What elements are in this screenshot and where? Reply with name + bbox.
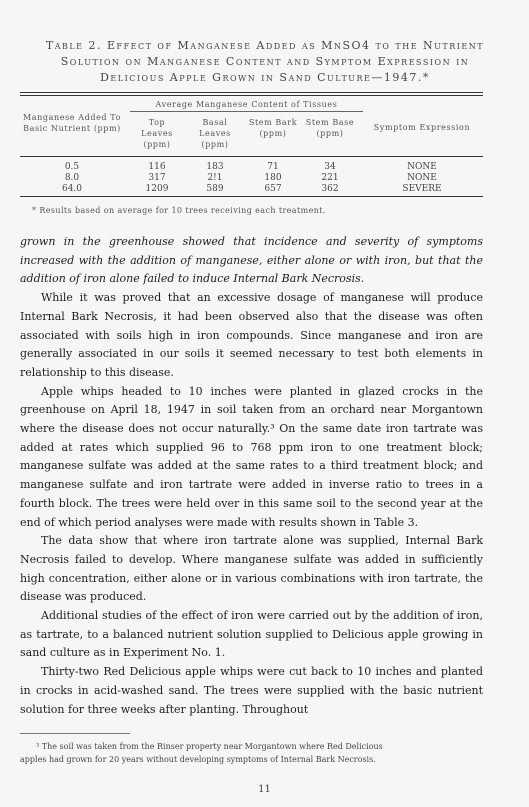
caption-line-1: Table 2. Effect of Manganese Added as MnSO4 to the Nutrient (45, 39, 485, 52)
cell-basal: 2!1 (207, 173, 223, 183)
group-header-rule (130, 111, 363, 112)
paragraph-6: Thirty-two Red Delicious apple whips were cut back to 10 inches and planted in crocks in acid-washed sand. The trees were supplied with the basic nutrient solution for three weeks after planting. Throughout (20, 665, 483, 716)
table-top-rule-2 (20, 95, 483, 96)
page-footnote (20, 740, 483, 766)
cell-added: 64.0 (61, 184, 83, 194)
caption-line-2: Solution on Manganese Content and Symptom Expression in (60, 55, 470, 68)
col-header-symptom: Symptom Expression (373, 123, 471, 132)
cell-bark: 657 (264, 184, 282, 194)
paragraph-5: Additional studies of the effect of iron were carried out by the addition of iron, as tartrate, to a balanced nutrient solution supplied to Delicious apple growing in sand culture as in Experiment No. 1. (20, 609, 483, 660)
header-bottom-rule (20, 156, 483, 157)
cell-top: 116 (148, 162, 166, 172)
cell-basal: 589 (206, 184, 224, 194)
col-header-manganese-added: Manganese Added To Basic Nutrient (ppm) (22, 113, 122, 133)
cell-symptom: NONE (407, 162, 437, 172)
paragraph-2: While it was proved that an excessive dosage of manganese will produce Internal Bark Necrosis, it had been observed also that the disease was often associated with soils high in iron compounds. Since manganese and iron are generally associated in our soils it seemed necessary to test both elements in relationship to this disease. (20, 291, 483, 379)
table-bottom-rule (20, 196, 483, 197)
caption-line-3: Delicious Apple Grown in Sand Culture—1947.* (100, 71, 430, 84)
group-header-manganese-content: Average Manganese Content of Tissues (155, 100, 338, 109)
paragraph-4: The data show that where iron tartrate alone was supplied, Internal Bark Necrosis failed to develop. Where manganese sulfate was added in sufficiently high concentration, either alone or in various combinations with iron tartrate, the disease was produced. (20, 534, 483, 604)
page-number: 11 (258, 784, 271, 795)
col-header-basal-leaves: Basal Leaves (ppm) (199, 118, 231, 149)
paragraph-1: grown in the greenhouse showed that incidence and severity of symptoms increased with the addition of manganese, either alone or with iron, but that the addition of iron alone failed to induce Internal Bark Necrosis. (20, 235, 483, 286)
cell-symptom: SEVERE (402, 184, 442, 194)
cell-added: 8.0 (64, 173, 80, 183)
cell-added: 0.5 (64, 162, 80, 172)
col-header-stem-bark: Stem Bark (ppm) (248, 118, 298, 138)
col-header-stem-base: Stem Base (ppm) (305, 118, 355, 138)
table-caption (20, 38, 510, 86)
cell-bark: 71 (267, 162, 279, 172)
footnote-line-2: apples had grown for 20 years without developing symptoms of Internal Bark Necrosis. (20, 755, 376, 764)
body-text (20, 233, 483, 719)
cell-top: 1209 (145, 184, 169, 194)
cell-symptom: NONE (407, 173, 437, 183)
table-top-rule (20, 92, 483, 93)
cell-basal: 183 (206, 162, 224, 172)
footnote-line-1: ³ The soil was taken from the Rinser property near Morgantown where Red Delicious (36, 742, 383, 751)
cell-base: 34 (324, 162, 336, 172)
table-footnote: * Results based on average for 10 trees receiving each treatment. (32, 206, 326, 215)
footnote-rule (20, 733, 130, 734)
cell-base: 221 (321, 173, 339, 183)
cell-base: 362 (321, 184, 339, 194)
cell-bark: 180 (264, 173, 282, 183)
paragraph-3: Apple whips headed to 10 inches were planted in glazed crocks in the greenhouse on April 18, 1947 in soil taken from an orchard near Morgantown where the disease does not occur naturally.³ On the same date iron tartrate was added at rates which supplied 96 to 768 ppm iron to one treatment block; manganese sulfate was added at the same rates to a third treatment block; and manganese sulfate and iron tartrate were added in inverse ratio to trees in a fourth block. The trees were held over in this same soil to the second year at the end of which period analyses were made with results shown in Table 3. (20, 384, 483, 529)
col-header-top-leaves: Top Leaves (ppm) (141, 118, 173, 149)
cell-top: 317 (148, 173, 166, 183)
